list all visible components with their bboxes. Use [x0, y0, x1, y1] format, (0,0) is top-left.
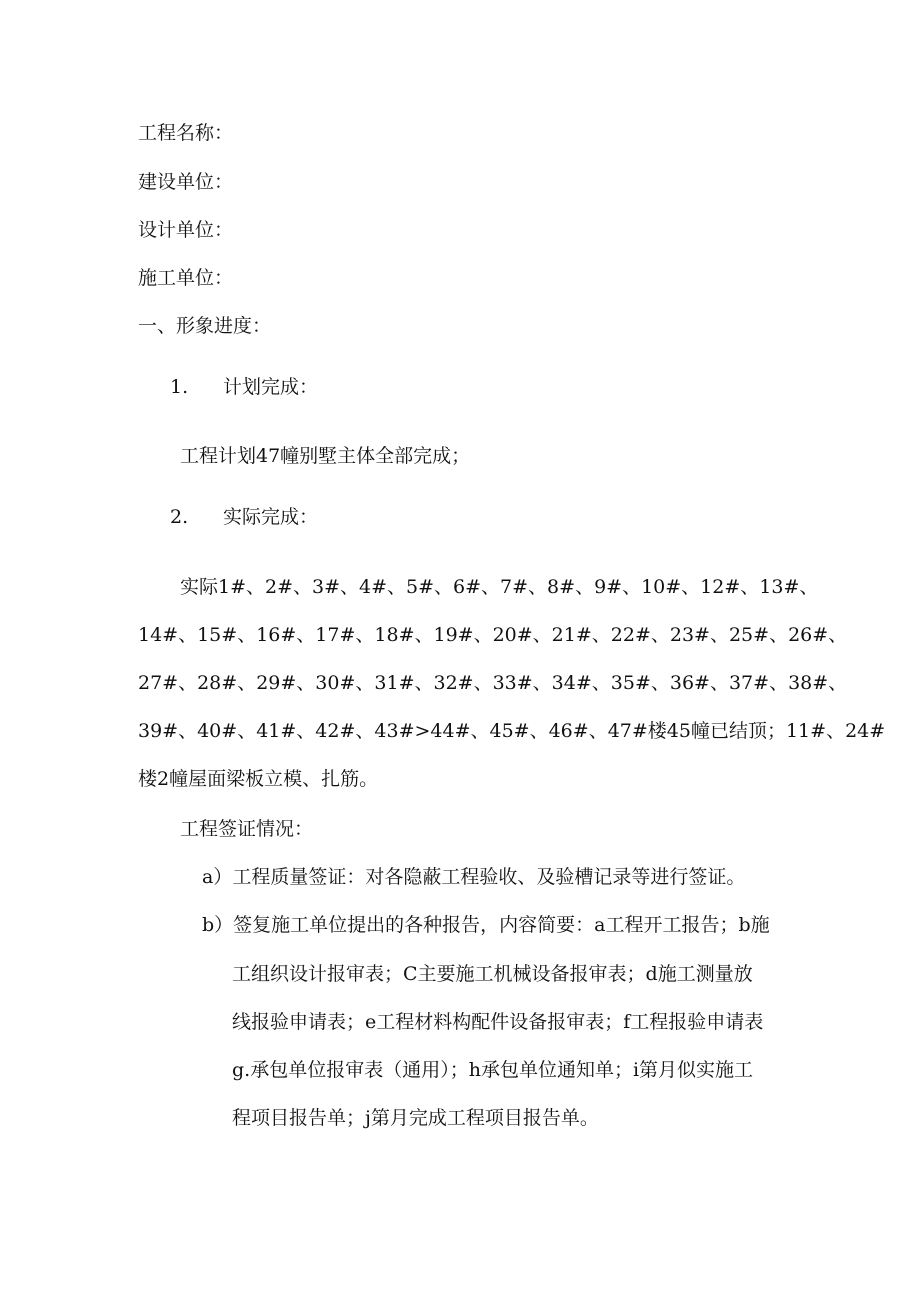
section-title-progress: 一、形象进度： [138, 315, 272, 337]
visa-b-line-2: 工组织设计报审表；C主要施工机械设备报审表；d施工测量放 [232, 963, 753, 985]
field-project-name: 工程名称： [138, 122, 234, 144]
field-contractor-unit: 施工单位： [138, 267, 234, 289]
visa-b-line-1: b）签复施工单位提出的各种报告，内容简要：a工程开工报告；b施 [202, 914, 770, 936]
item-1-label: 计划完成： [223, 376, 319, 398]
visa-b-line-5: 程项目报告单；j第月完成工程项目报告单。 [232, 1107, 599, 1129]
item-1-number: 1. [170, 376, 189, 398]
actual-line-2: 14#、15#、16#、17#、18#、19#、20#、21#、22#、23#、25#、26#、 [138, 624, 848, 646]
field-design-unit: 设计单位： [138, 219, 234, 241]
actual-line-1: 实际1#、2#、3#、4#、5#、6#、7#、8#、9#、10#、12#、13#、 [180, 576, 819, 598]
visa-title: 工程签证情况： [180, 818, 314, 840]
item-2-label: 实际完成： [223, 506, 319, 528]
field-construction-unit: 建设单位： [138, 171, 234, 193]
actual-line-5: 楼2幢屋面梁板立模、扎筋。 [138, 768, 379, 790]
visa-b-line-3: 线报验申请表；e工程材料构配件设备报审表；f工程报验申请表 [232, 1011, 764, 1033]
actual-line-3: 27#、28#、29#、30#、31#、32#、33#、34#、35#、36#、37#、38#、 [138, 672, 848, 694]
visa-a-text: a）工程质量签证：对各隐蔽工程验收、及验槽记录等进行签证。 [202, 866, 746, 888]
item-2-number: 2. [170, 506, 189, 528]
planned-text: 工程计划47幢别墅主体全部完成； [180, 445, 471, 467]
actual-line-4: 39#、40#、41#、42#、43#>44#、45#、46#、47#楼45幢已结顶；11#、24# [138, 720, 886, 742]
visa-b-line-4: g.承包单位报审表（通用）；h承包单位通知单；i第月似实施工 [232, 1059, 754, 1081]
